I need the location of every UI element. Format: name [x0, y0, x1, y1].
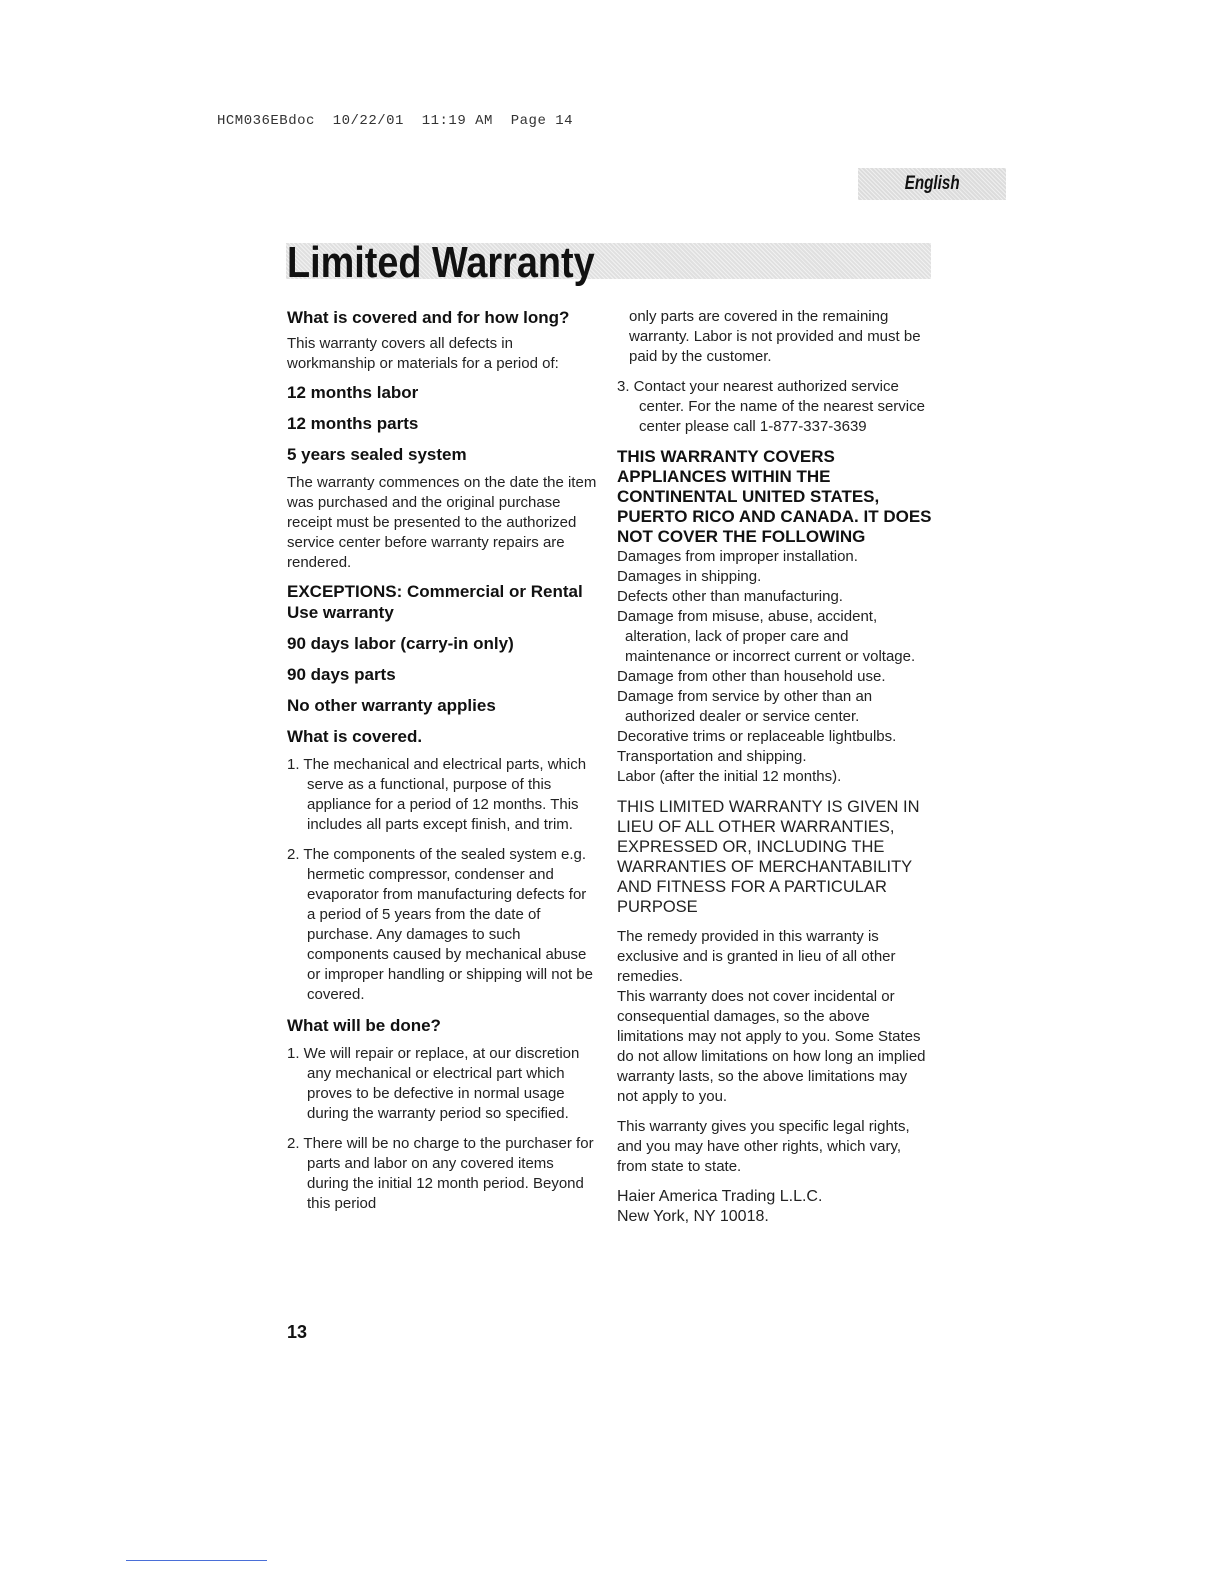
not-covered-item: Damage from misuse, abuse, accident, alteration, lack of proper care and maintenance or incorrect current or voltage. — [617, 608, 916, 665]
rights-text: This warranty gives you specific legal rights, and you may have other rights, which vary, from state to state. — [617, 1118, 910, 1175]
print-header: HCM036EBdoc 10/22/01 11:19 AM Page 14 — [217, 113, 574, 129]
not-covered-item: Damages in shipping. — [617, 568, 762, 585]
company-address: New York, NY 10018. — [617, 1208, 769, 1225]
exceptions-heading: EXCEPTIONS: Commercial or Rental Use warranty — [287, 582, 583, 622]
done-heading: What will be done? — [287, 1016, 441, 1035]
language-tab — [858, 168, 1006, 200]
not-covered-item: Transportation and shipping. — [617, 748, 807, 765]
term-sealed: 5 years sealed system — [287, 445, 467, 464]
not-covered-item: Decorative trims or replaceable lightbulbs. — [617, 728, 897, 745]
exception-parts: 90 days parts — [287, 665, 396, 684]
what-covered-heading: What is covered. — [287, 727, 423, 746]
coverage-heading: THIS WARRANTY COVERS APPLIANCES WITHIN THE CONTINENTAL UNITED STATES, PUERTO RICO AND CANADA. IT DOES NOT COVER THE FOLLOWING — [617, 447, 932, 546]
covered-item-2: 2. The components of the sealed system e.g. hermetic compressor, condenser and evaporator from manufacturing defects for a period of 5 years from the date of purchase. Any damages to such components caused by mechanical abuse or improper handling or shipping will not be covered. — [287, 846, 593, 1003]
covered-text: This warranty covers all defects in workmanship or materials for a period of: — [287, 335, 559, 372]
no-other-warranty: No other warranty applies — [287, 696, 496, 715]
contact-item: 3. Contact your nearest authorized service center. For the name of the nearest service center please call 1-877-337-3639 — [617, 378, 925, 435]
not-covered-item: Damages from improper installation. — [617, 548, 858, 565]
covered-heading: What is covered and for how long? — [287, 308, 570, 327]
language-tab-label: English — [905, 173, 960, 194]
not-covered-list — [617, 547, 932, 787]
done-item-1: 1. We will repair or replace, at our discretion any mechanical or electrical part which proves to be defective in normal usage during the warranty period so specified. — [287, 1045, 580, 1122]
term-labor: 12 months labor — [287, 383, 419, 402]
bottom-rule — [126, 1560, 267, 1561]
page-title: Limited Warranty — [287, 238, 595, 287]
done-item-2: 2. There will be no charge to the purchaser for parts and labor on any covered items during the initial 12 month period. Beyond this period — [287, 1135, 594, 1212]
not-covered-item: Labor (after the initial 12 months). — [617, 768, 842, 785]
exception-labor: 90 days labor (carry-in only) — [287, 634, 514, 653]
remedy-text: The remedy provided in this warranty is exclusive and is granted in lieu of all other remedies. — [617, 928, 896, 985]
covered-item-1: 1. The mechanical and electrical parts, which serve as a functional, purpose of this appliance for a period of 12 months. This includes all parts except finish, and trim. — [287, 756, 587, 833]
commence-text: The warranty commences on the date the item was purchased and the original purchase receipt must be presented to the authorized service center before warranty repairs are rendered. — [287, 474, 597, 571]
continued-text: only parts are covered in the remaining warranty. Labor is not provided and must be paid by the customer. — [629, 308, 921, 365]
left-column — [287, 307, 597, 1214]
not-covered-item: Defects other than manufacturing. — [617, 588, 843, 605]
company-name: Haier America Trading L.L.C. — [617, 1188, 823, 1205]
incidental-text: This warranty does not cover incidental or consequential damages, so the above limitations may not apply to you. Some States do not allow limitations on how long an implied warranty lasts, so the above limitations may not apply to you. — [617, 988, 926, 1105]
not-covered-item: Damage from service by other than an authorized dealer or service center. — [617, 688, 873, 725]
lieu-text: THIS LIMITED WARRANTY IS GIVEN IN LIEU OF ALL OTHER WARRANTIES, EXPRESSED OR, INCLUDING THE WARRANTIES OF MERCHANTABILITY AND FITNESS FOR A PARTICULAR PURPOSE — [617, 798, 920, 916]
page-number: 13 — [287, 1322, 308, 1342]
not-covered-item: Damage from other than household use. — [617, 668, 886, 685]
right-column — [617, 307, 932, 1227]
term-parts: 12 months parts — [287, 414, 419, 433]
